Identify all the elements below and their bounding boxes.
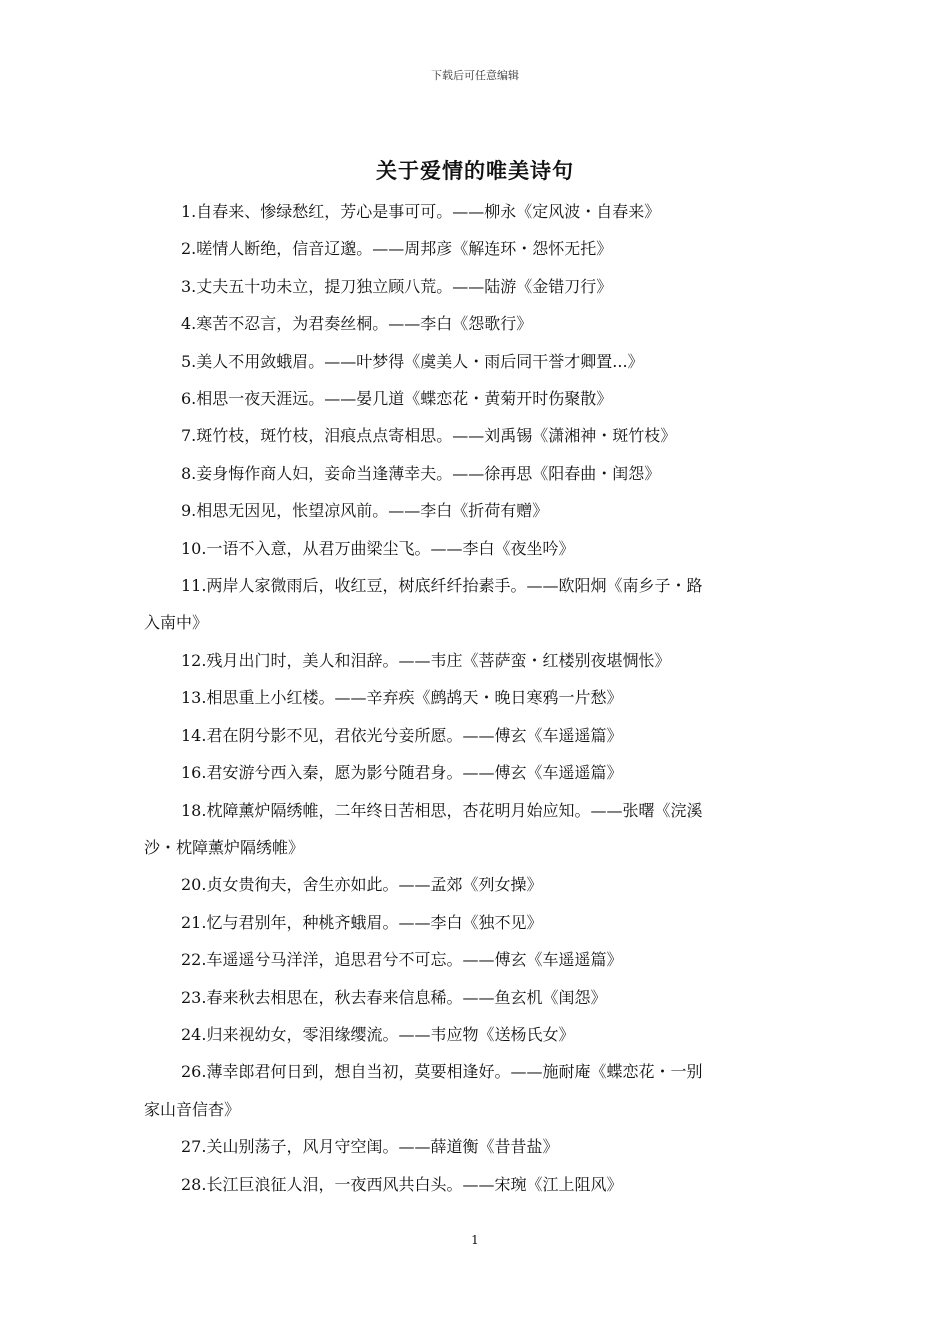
poem-line: 5.美人不用敛蛾眉。——叶梦得《虞美人・雨后同干誉才卿置...》 [181,351,644,371]
poem-line: 20.贞女贵徇夫，舍生亦如此。——孟郊《列女操》 [181,875,543,895]
poem-line: 28.长江巨浪征人泪，一夜西风共白头。——宋琬《江上阻风》 [181,1174,623,1194]
poem-line: 12.残月出门时，美人和泪辞。——韦庄《菩萨蛮・红楼别夜堪惆怅》 [181,650,671,670]
poem-line-continuation: 家山音信杳》 [144,1099,241,1119]
page-header: 下载后可任意编辑 [431,69,519,82]
poem-line: 4.寒苦不忍言，为君奏丝桐。——李白《怨歌行》 [181,314,533,334]
poem-line: 26.薄幸郎君何日到，想自当初，莫要相逢好。——施耐庵《蝶恋花・一别 [181,1062,703,1082]
poem-line: 22.车遥遥兮马洋洋，追思君兮不可忘。——傅玄《车遥遥篇》 [181,950,623,970]
poem-line: 1.自春来、惨绿愁红，芳心是事可可。——柳永《定风波・自春来》 [181,202,661,221]
poem-line-continuation: 沙・枕障薰炉隔绣帷》 [144,837,305,857]
poem-line-continuation: 入南中》 [144,613,209,633]
poem-line: 3.丈夫五十功未立，提刀独立顾八荒。——陆游《金错刀行》 [181,276,613,296]
poem-line: 21.忆与君别年，种桃齐蛾眉。——李白《独不见》 [181,912,543,932]
poem-line: 2.嗟情人断绝，信音辽邈。——周邦彦《解连环・怨怀无托》 [181,239,613,259]
poem-line: 18.枕障薰炉隔绣帷，二年终日苦相思，杏花明月始应知。——张曙《浣溪 [181,800,703,820]
poem-line: 11.两岸人家微雨后，收红豆，树底纤纤抬素手。——欧阳炯《南乡子・路 [181,576,703,596]
poem-line: 23.春来秋去相思在，秋去春来信息稀。——鱼玄机《闺怨》 [181,987,607,1007]
poem-line: 16.君安游兮西入秦，愿为影兮随君身。——傅玄《车遥遥篇》 [181,763,623,783]
poem-line: 9.相思无因见，怅望凉风前。——李白《折荷有赠》 [181,501,549,521]
poem-line: 14.君在阴兮影不见，君依光兮妾所愿。——傅玄《车遥遥篇》 [181,725,623,745]
poem-line: 13.相思重上小红楼。——辛弃疾《鹧鸪天・晚日寒鸦一片愁》 [181,688,623,708]
poem-line: 8.妾身悔作商人妇，妾命当逢薄幸夫。——徐再思《阳春曲・闺怨》 [181,463,661,483]
document-title: 关于爱情的唯美诗句 [376,159,574,183]
page-number: 1 [471,1233,479,1247]
poem-line: 27.关山别荡子，风月守空闺。——薛道衡《昔昔盐》 [181,1137,559,1157]
poem-line: 10.一语不入意，从君万曲梁尘飞。——李白《夜坐吟》 [181,538,575,558]
poem-line: 7.斑竹枝，斑竹枝，泪痕点点寄相思。——刘禹锡《潇湘神・斑竹枝》 [181,426,677,446]
poem-line: 6.相思一夜天涯远。——晏几道《蝶恋花・黄菊开时伤聚散》 [181,389,613,409]
poem-line: 24.归来视幼女，零泪缘缨流。——韦应物《送杨氏女》 [181,1024,575,1044]
poem-list [144,193,808,1203]
